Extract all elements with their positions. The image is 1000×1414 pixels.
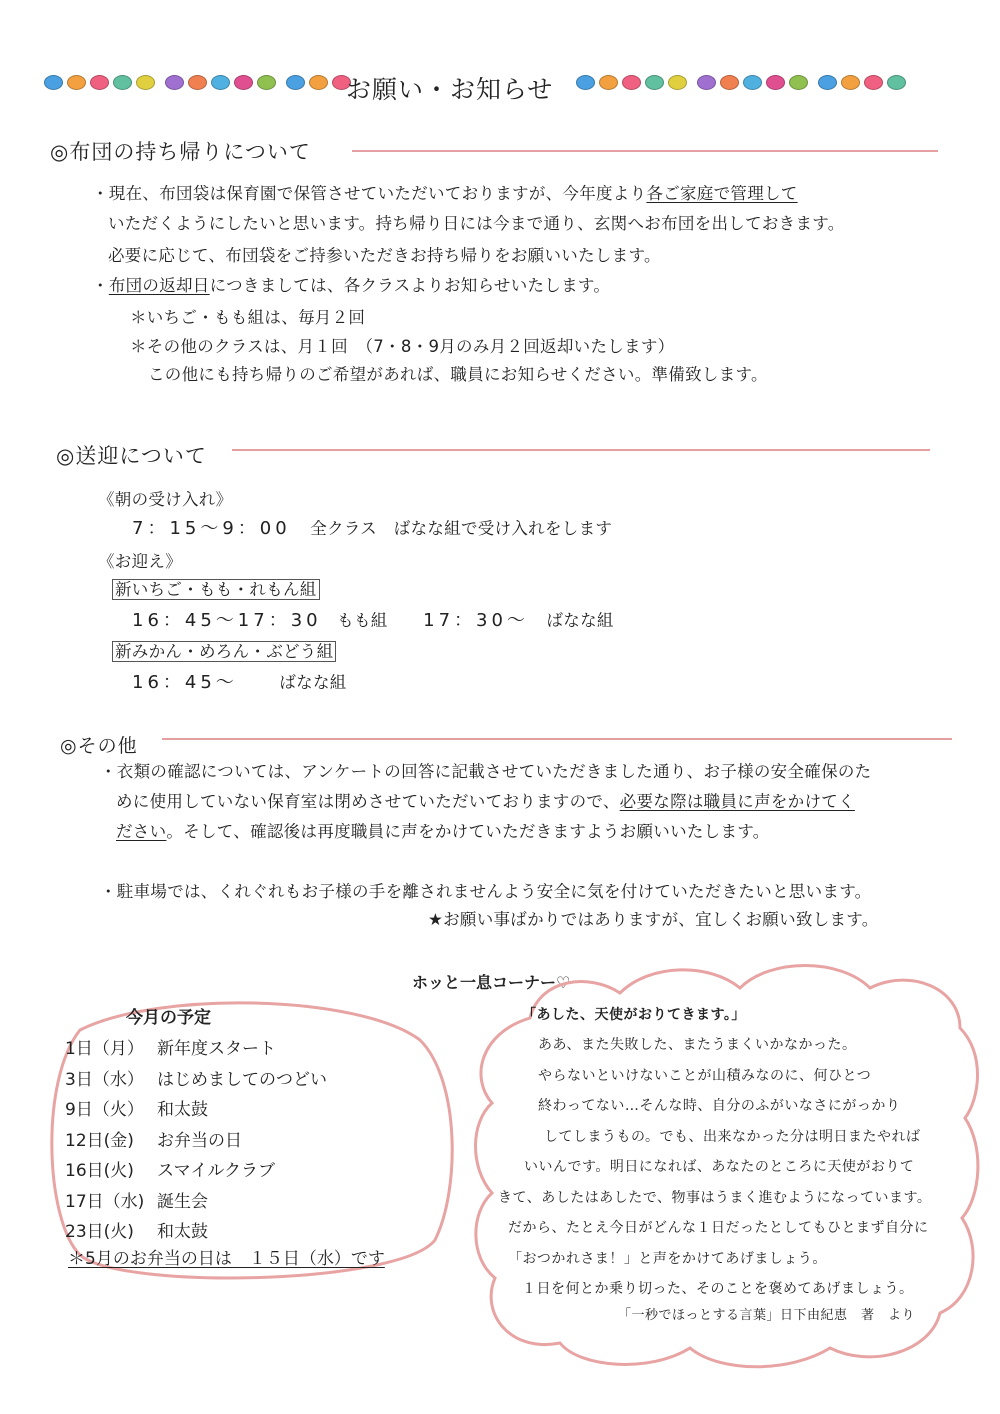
candy-icon [841, 75, 860, 90]
schedule-row [65, 1156, 275, 1181]
morning-row [132, 514, 612, 540]
quote-line: だから、たとえ今日がどんな１日だったとしてもひとまず自分に [508, 1220, 929, 1236]
other-paragraph-line [116, 818, 770, 842]
time: 17：30～ [423, 610, 529, 631]
futon-paragraph-line: いただくようにしたいと思います。持ち帰り日には今まで通り、玄関へお布団を出しておきます。 [108, 214, 845, 233]
group-name: 新みかん・めろん・ぶどう組 [112, 641, 336, 662]
candy-icon [211, 75, 230, 90]
group-name: 新いちご・もも・れもん組 [112, 579, 320, 600]
quote-source: 「一秒でほっとする言葉」日下由紀恵 著 より [618, 1308, 916, 1323]
schedule-row [65, 1065, 327, 1090]
group-box [112, 638, 336, 662]
futon-paragraph-line: 必要に応じて、布団袋をご持参いただきお持ち帰りをお願いいたします。 [108, 246, 661, 265]
underlined-text: 必要な際は職員に声をかけてく [619, 792, 855, 811]
section-heading-sougei: ◎送迎について [56, 444, 207, 468]
section-rule [232, 449, 930, 451]
candy-icon [165, 75, 184, 90]
schedule-row [65, 1126, 242, 1151]
candy-icon [136, 75, 155, 90]
candy-icon [599, 75, 618, 90]
schedule-row [65, 1217, 208, 1242]
quote-line: 「おつかれさま！」と声をかけてあげましょう。 [508, 1250, 827, 1267]
section-rule [352, 150, 938, 152]
candy-icon [622, 75, 641, 90]
schedule-event: 誕生会 [157, 1191, 208, 1212]
schedule-date: 9日（火） [65, 1100, 144, 1120]
underlined-text: ＊5月のお弁当の日は １５日（水）です [68, 1249, 385, 1269]
schedule-event: はじめましてのつどい [157, 1069, 327, 1090]
time: 16：45～17：30 [132, 610, 322, 631]
schedule-event: 和太鼓 [157, 1100, 208, 1120]
underlined-text: 布団の返却日 [108, 276, 210, 295]
time: 16：45～ [132, 672, 238, 693]
group-row [132, 668, 347, 694]
schedule-note [68, 1244, 385, 1269]
section-heading-futon: ◎布団の持ち帰りについて [50, 140, 311, 164]
candy-icon [234, 75, 253, 90]
schedule-row [65, 1187, 208, 1212]
candy-icon [766, 75, 785, 90]
group-box [112, 576, 320, 600]
candy-decoration-right [576, 70, 906, 94]
candy-icon [743, 75, 762, 90]
candy-icon [188, 75, 207, 90]
quote-line: ああ、また失敗した、またうまくいかなかった。 [538, 1037, 857, 1053]
other-paragraph-line [116, 788, 855, 812]
schedule-date: 16日(火) [65, 1161, 134, 1181]
candy-icon [697, 75, 716, 90]
text: ・現在、布団袋は保育園で保管させていただいておりますが、今年度より [92, 184, 647, 203]
candy-icon [576, 75, 595, 90]
candy-icon [113, 75, 132, 90]
section-rule [162, 738, 952, 740]
candy-icon [887, 75, 906, 90]
underlined-text: 各ご家庭で管理して [646, 184, 798, 203]
candy-icon [818, 75, 837, 90]
quote-line: してしまうもの。でも、出来なかった分は明日またやれば [544, 1128, 921, 1145]
schedule-date: 1日（月） [65, 1039, 144, 1059]
schedule-date: 17日（水) [65, 1191, 145, 1212]
schedule-event: 新年度スタート [157, 1039, 276, 1059]
other-paragraph-line: ・衣類の確認については、アンケートの回答に記載させていただきました通り、お子様の安全確保のた [100, 762, 872, 781]
futon-return-line [92, 272, 610, 296]
text: 全クラス ばなな組で受け入れをします [310, 519, 613, 538]
candy-icon [720, 75, 739, 90]
schedule-event: お弁当の日 [157, 1130, 242, 1151]
other-parking-line: ・駐車場では、くれぐれもお子様の手を離されませんよう安全に気を付けていただきたいと思います。 [100, 882, 872, 901]
morning-label: 《朝の受け入れ》 [98, 490, 233, 509]
text: ・ [92, 276, 109, 295]
text: につきましては、各クラスよりお知らせいたします。 [209, 276, 611, 295]
candy-icon [286, 75, 305, 90]
schedule-title: 今月の予定 [126, 1008, 211, 1028]
quote-line: やらないといけないことが山積みなのに、何ひとつ [538, 1067, 872, 1084]
candy-icon [789, 75, 808, 90]
schedule-date: 23日(火) [65, 1222, 134, 1242]
page-title: お願い・お知らせ [346, 75, 554, 104]
underlined-text: ださい [116, 822, 167, 841]
text: 。そして、確認後は再度職員に声をかけていただきますようお願いいたします。 [166, 822, 770, 841]
candy-icon [257, 75, 276, 90]
candy-icon [67, 75, 86, 90]
quote-title: 「あした、天使がおりてきます。」 [522, 1007, 746, 1023]
candy-icon [44, 75, 63, 90]
closing-line: ★お願い事ばかりではありますが、宜しくお願い致します。 [428, 910, 879, 929]
schedule-date: 12日(金) [65, 1130, 134, 1151]
quote-line: １日を何とか乗り切った、そのことを褒めてあげましょう。 [522, 1281, 914, 1297]
schedule-event: 和太鼓 [157, 1222, 208, 1242]
text: もも組 [337, 611, 388, 630]
text: ばなな組 [546, 611, 614, 630]
quote-line: いいんです。明日になれば、あなたのところに天使がおりて [524, 1159, 915, 1175]
schedule-event: スマイルクラブ [157, 1161, 275, 1181]
text: ばなな組 [279, 673, 347, 692]
futon-note: この他にも持ち帰りのご希望があれば、職員にお知らせください。準備致します。 [148, 365, 768, 384]
schedule-row [65, 1095, 208, 1120]
corner-title: ホッと一息コーナー♡ [412, 973, 571, 992]
futon-item: ＊その他のクラスは、月１回 （7・8・9月のみ月２回返却いたします） [130, 337, 675, 356]
candy-icon [864, 75, 883, 90]
time: 7：15～9：00 [132, 518, 291, 539]
futon-paragraph-line [92, 180, 798, 204]
candy-icon [645, 75, 664, 90]
candy-icon [309, 75, 328, 90]
pickup-label: 《お迎え》 [98, 552, 182, 571]
futon-item: ＊いちご・もも組は、毎月２回 [130, 308, 366, 327]
schedule-row [65, 1034, 276, 1059]
quote-line: 終わってない…そんな時、自分のふがいなさにがっかり [538, 1098, 901, 1114]
group-row [132, 606, 614, 632]
schedule-date: 3日（水） [65, 1069, 144, 1090]
text: めに使用していない保育室は閉めさせていただいておりますので、 [116, 792, 620, 811]
section-heading-other: ◎その他 [60, 735, 138, 757]
candy-decoration-left [44, 70, 351, 94]
candy-icon [668, 75, 687, 90]
quote-line: きて、あしたはあしたで、物事はうまく進むようになっています。 [498, 1189, 932, 1206]
candy-icon [90, 75, 109, 90]
